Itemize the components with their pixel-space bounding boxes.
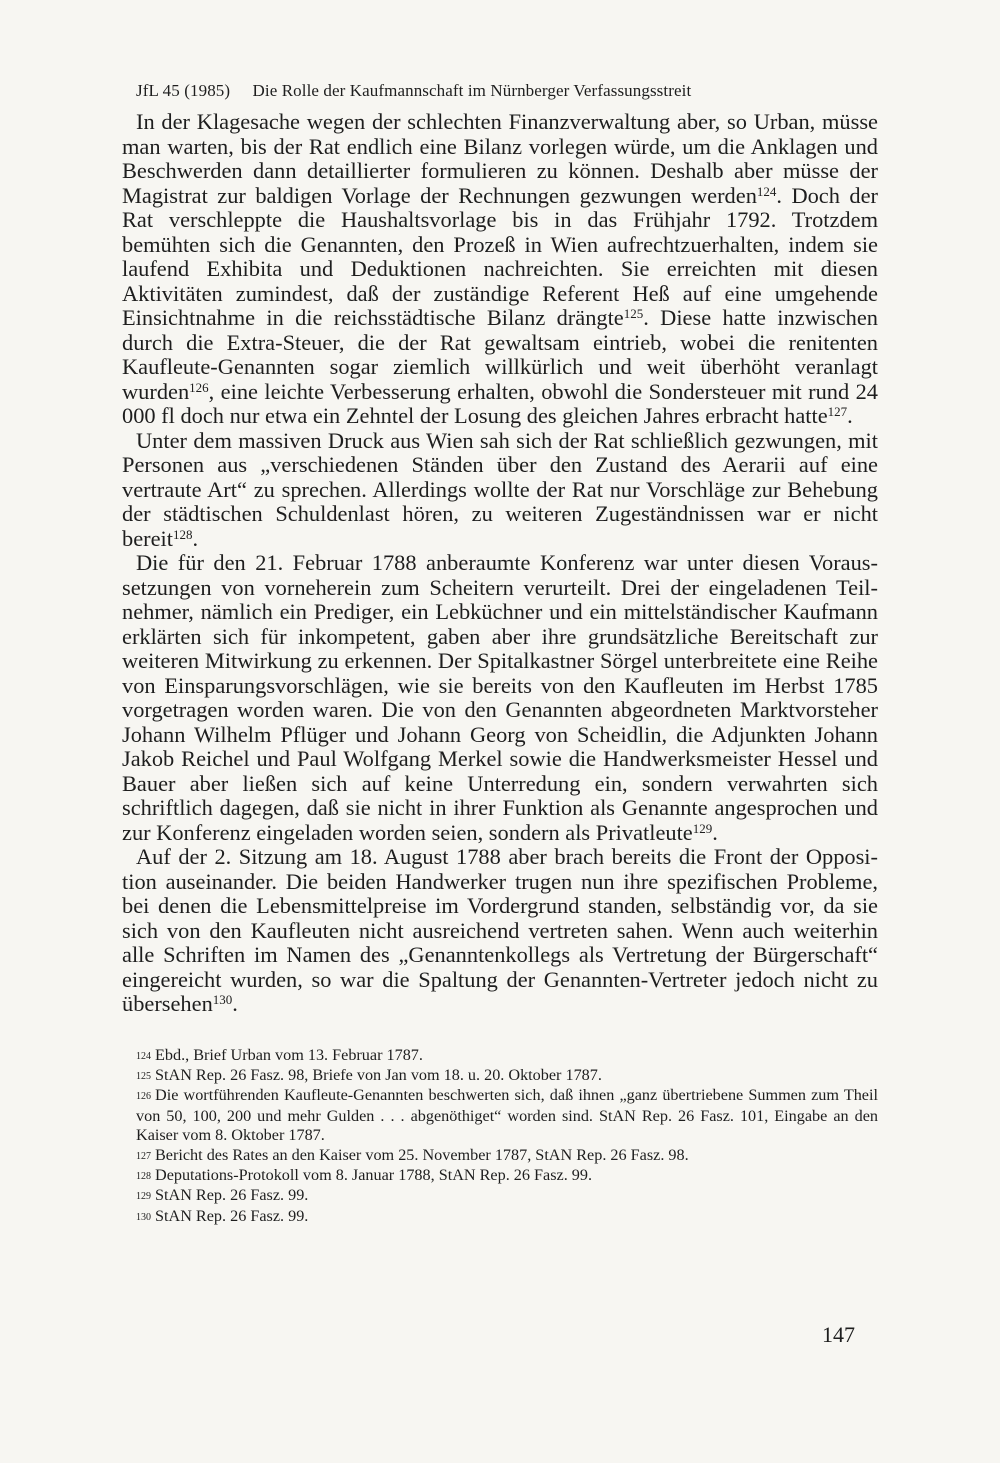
paragraph-4	[122, 845, 878, 1017]
text-segment: .	[712, 819, 718, 845]
article-title: Die Rolle der Kaufmannschaft im Nürnberger Verfassungsstreit	[252, 81, 692, 100]
footnote-text: StAN Rep. 26 Fasz. 99.	[155, 1206, 309, 1225]
paragraph-3	[122, 551, 878, 845]
paragraph-1	[122, 110, 878, 429]
text-segment: . Diese hatte inzwischen durch die Extra-Steuer, die der Rat gewaltsam eintrieb, wobei die renitenten Kaufleute-Genannten sogar ziemlich willkürlich und weit überhöht veranlagt wurden	[122, 305, 879, 404]
footnote-text: StAN Rep. 26 Fasz. 98, Briefe von Jan vom 18. u. 20. Oktober 1787.	[155, 1065, 602, 1084]
footnote-number: 129	[136, 1191, 151, 1203]
footnote-ref[interactable]: 130	[212, 992, 233, 1007]
journal-reference: JfL 45 (1985)	[136, 81, 231, 100]
footnote-number: 125	[136, 1070, 151, 1082]
text-segment: .	[192, 525, 199, 551]
footnote-ref[interactable]: 126	[189, 379, 209, 395]
running-header	[136, 80, 878, 102]
footnote-127	[122, 1146, 878, 1166]
footnote-number: 124	[136, 1050, 151, 1062]
footnote-number: 130	[136, 1211, 151, 1223]
paragraph-2	[122, 429, 878, 552]
text-segment: In der Klagesache wegen der schlechten Finanzverwaltung aber, so Urban, müsse man warten, bis der Rat endlich eine Bilanz vorlegen würde, um die Anklagen und Beschwerden dann detaillierter formulieren zu können. Deshalb aber müsse der Magistrat zur baldigen Vorlage der Rechnungen gezwungen werden	[122, 109, 878, 208]
footnote-ref[interactable]: 129	[692, 820, 713, 836]
footnote-ref[interactable]: 124	[756, 183, 777, 199]
text-segment: . Doch der Rat verschleppte die Haushaltsvorlage bis in das Frühjahr 1792. Trotzdem bemühten sich die Genannten, den Prozeß in Wien aufrechtzuerhalten, indem sie laufend Exhibita und Deduktionen nachreichten. Sie erreichten mit diesen Aktivitäten zumindest, daß der zuständige Referent Heß auf eine umgehende Einsichtnahme in die reichsstädtische Bilanz drängte	[122, 182, 878, 330]
text-segment: .	[847, 403, 853, 428]
footnote-text: Ebd., Brief Urban vom 13. Februar 1787.	[155, 1045, 423, 1064]
page	[122, 80, 878, 1227]
text-segment: .	[232, 991, 238, 1016]
body-text	[122, 110, 878, 1017]
footnote-128	[122, 1166, 878, 1186]
footnote-125	[122, 1066, 878, 1086]
footnote-ref[interactable]: 128	[172, 526, 193, 542]
footnote-129	[122, 1186, 878, 1206]
footnote-text: Bericht des Rates an den Kaiser vom 25. November 1787, StAN Rep. 26 Fasz. 98.	[155, 1145, 689, 1164]
text-segment: Auf der 2. Sitzung am 18. August 1788 aber brach bereits die Front der Opposition auseinander. Die beiden Handwerker trugen nun ihre spezifischen Probleme, bei denen die Lebensmittelpreise im Vordergrund standen, selbständig vor, da sie sich von den Kaufleuten nicht ausreichend vertreten sahen. Wenn auch weiterhin alle Schriften im Namen des „Genanntenkollegs als Vertretung der Bürgerschaft“ eingereicht wurden, so war die Spaltung der Genannten-Vertreter jedoch nicht zu übersehen	[122, 844, 878, 1016]
footnote-number: 126	[136, 1091, 151, 1103]
footnote-text: Die wortführenden Kaufleute-Genannten beschwerten sich, daß ihnen „ganz übertriebene Summen zum Theil von 50, 100, 200 und mehr Gulden . . . abgenöthiget“ worden sind. StAN Rep. 26 Fasz. 101, Eingabe an den Kaiser vom 8. Oktober 1787.	[136, 1086, 878, 1145]
footnote-number: 127	[136, 1150, 151, 1162]
footnote-ref[interactable]: 125	[623, 306, 644, 321]
text-segment: , eine leichte Verbesserung erhalten, obwohl die Sondersteuer mit rund 24 000 fl doch nur etwa ein Zehntel der Losung des gleichen Jahres erbracht hatte	[122, 378, 878, 428]
footnote-130	[122, 1207, 878, 1227]
footnote-text: StAN Rep. 26 Fasz. 99.	[155, 1186, 309, 1205]
text-segment: Unter dem massiven Druck aus Wien sah sich der Rat schließlich gezwungen, mit Personen aus „verschiedenen Ständen über den Zustand des Aerarii auf eine vertraute Art“ zu sprechen. Allerdings wollte der Rat nur Vorschläge zur Behebung der städtischen Schuldenlast hören, zu weiteren Zugeständnissen war er nicht bereit	[122, 427, 878, 551]
footnote-number: 128	[136, 1170, 151, 1182]
text-segment: Die für den 21. Februar 1788 anberaumte Konferenz war unter diesen Voraussetzungen von vorneherein zum Scheitern verurteilt. Drei der eingeladenen Teilnehmer, nämlich ein Prediger, ein Lebküchner und ein mittelständischer Kaufmann erklärten sich für inkompetent, gaben aber ihre grundsätzliche Bereitschaft zur weiteren Mitwirkung zu erkennen. Der Spitalkastner Sörgel unterbreitete eine Reihe von Einsparungsvorschlägen, wie sie bereits von den Kaufleuten im Herbst 1785 vorgetragen worden waren. Die von den Genannten abgeordneten Marktvorsteher Johann Wilhelm Pflüger und Johann Georg von Scheidlin, die Adjunkten Johann Jakob Reichel und Paul Wolfgang Merkel sowie die Handwerksmeister Hessel und Bauer aber ließen sich auf keine Unterredung ein, sondern verwahrten sich schriftlich dagegen, daß sie nicht in ihrer Funktion als Genannte angesprochen und zur Konferenz eingeladen worden seien, sondern als Privatleute	[122, 550, 878, 845]
footnotes	[122, 1046, 878, 1228]
page-number: 147	[822, 1322, 855, 1347]
footnote-124	[122, 1046, 878, 1066]
footnote-ref[interactable]: 127	[827, 404, 848, 419]
footnote-text: Deputations-Protokoll vom 8. Januar 1788, StAN Rep. 26 Fasz. 99.	[155, 1165, 593, 1184]
footnote-126	[122, 1086, 878, 1145]
